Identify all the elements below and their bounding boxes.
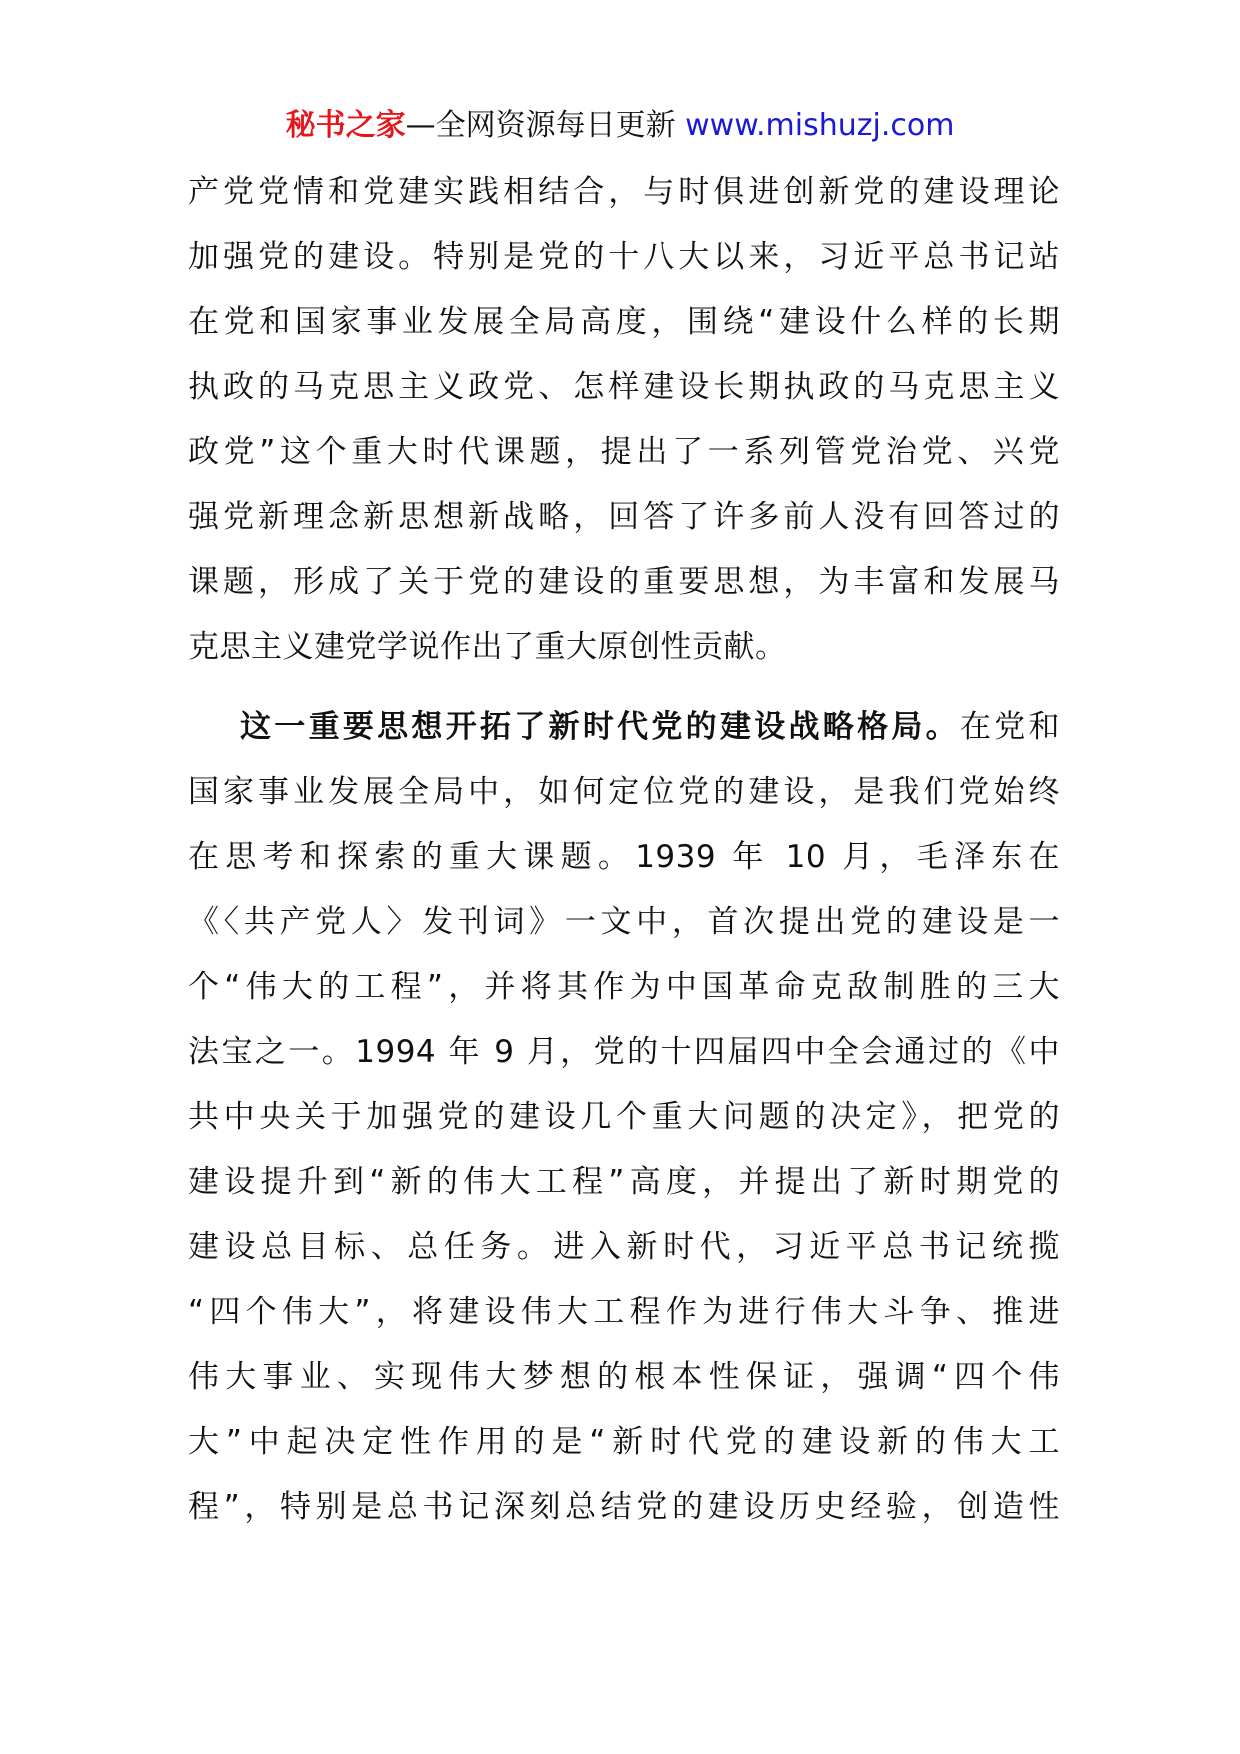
paragraph-line: 共中央关于加强党的建设几个重大问题的决定》，把党的: [188, 1099, 1060, 1135]
paragraph-line: 国家事业发展全局中，如何定位党的建设，是我们党始终: [188, 774, 1060, 810]
paragraph-line: 课题，形成了关于党的建设的重要思想，为丰富和发展马: [188, 564, 1060, 600]
paragraph-line: 《〈共产党人〉发刊词》一文中，首次提出党的建设是一: [188, 904, 1060, 940]
paragraph-line: 建设提升到“新的伟大工程”高度，并提出了新时期党的: [188, 1164, 1060, 1200]
paragraph-line: 伟大事业、实现伟大梦想的根本性保证，强调“四个伟: [188, 1359, 1060, 1395]
header-brand: 秘书之家: [285, 108, 406, 143]
header-url-link[interactable]: www.mishuzj.com: [685, 108, 955, 143]
paragraph-line: 个“伟大的工程”，并将其作为中国革命克敌制胜的三大: [188, 969, 1060, 1005]
paragraph-line: 加强党的建设。特别是党的十八大以来，习近平总书记站: [188, 239, 1060, 275]
paragraph-spacer: [188, 680, 1060, 695]
paragraph-line: 在思考和探索的重大课题。1939 年 10 月，毛泽东在: [188, 839, 1060, 875]
paragraph-line: 强党新理念新思想新战略，回答了许多前人没有回答过的: [188, 499, 1060, 535]
document-body: [188, 160, 1060, 1540]
header-tagline: —全网资源每日更新: [405, 108, 686, 143]
paragraph-line: 克思主义建党学说作出了重大原创性贡献。: [188, 629, 787, 665]
paragraph-2: [188, 695, 1060, 1540]
paragraph-line: 产党党情和党建实践相结合，与时俱进创新党的建设理论: [188, 174, 1060, 210]
paragraph-line: 政党”这个重大时代课题，提出了一系列管党治党、兴党: [188, 434, 1060, 470]
paragraph-lead-bold: 这一重要思想开拓了新时代党的建设战略格局。: [240, 709, 960, 745]
paragraph-line: 法宝之一。1994 年 9 月，党的十四届四中全会通过的《中: [188, 1034, 1060, 1070]
paragraph-line: 执政的马克思主义政党、怎样建设长期执政的马克思主义: [188, 369, 1060, 405]
paragraph-line: 程”，特别是总书记深刻总结党的建设历史经验，创造性: [188, 1489, 1060, 1525]
page-header: [0, 104, 1240, 148]
paragraph-lead-line: [188, 695, 1060, 760]
paragraph-line: 在党和国家事业发展全局高度，围绕“建设什么样的长期: [188, 304, 1060, 340]
paragraph-1: [188, 160, 1060, 680]
paragraph-line: 大”中起决定性作用的是“新时代党的建设新的伟大工: [188, 1424, 1060, 1460]
paragraph-lead-rest: 在党和: [959, 709, 1061, 745]
paragraph-line: 建设总目标、总任务。进入新时代，习近平总书记统揽: [188, 1229, 1060, 1265]
paragraph-line: “四个伟大”，将建设伟大工程作为进行伟大斗争、推进: [188, 1294, 1060, 1330]
